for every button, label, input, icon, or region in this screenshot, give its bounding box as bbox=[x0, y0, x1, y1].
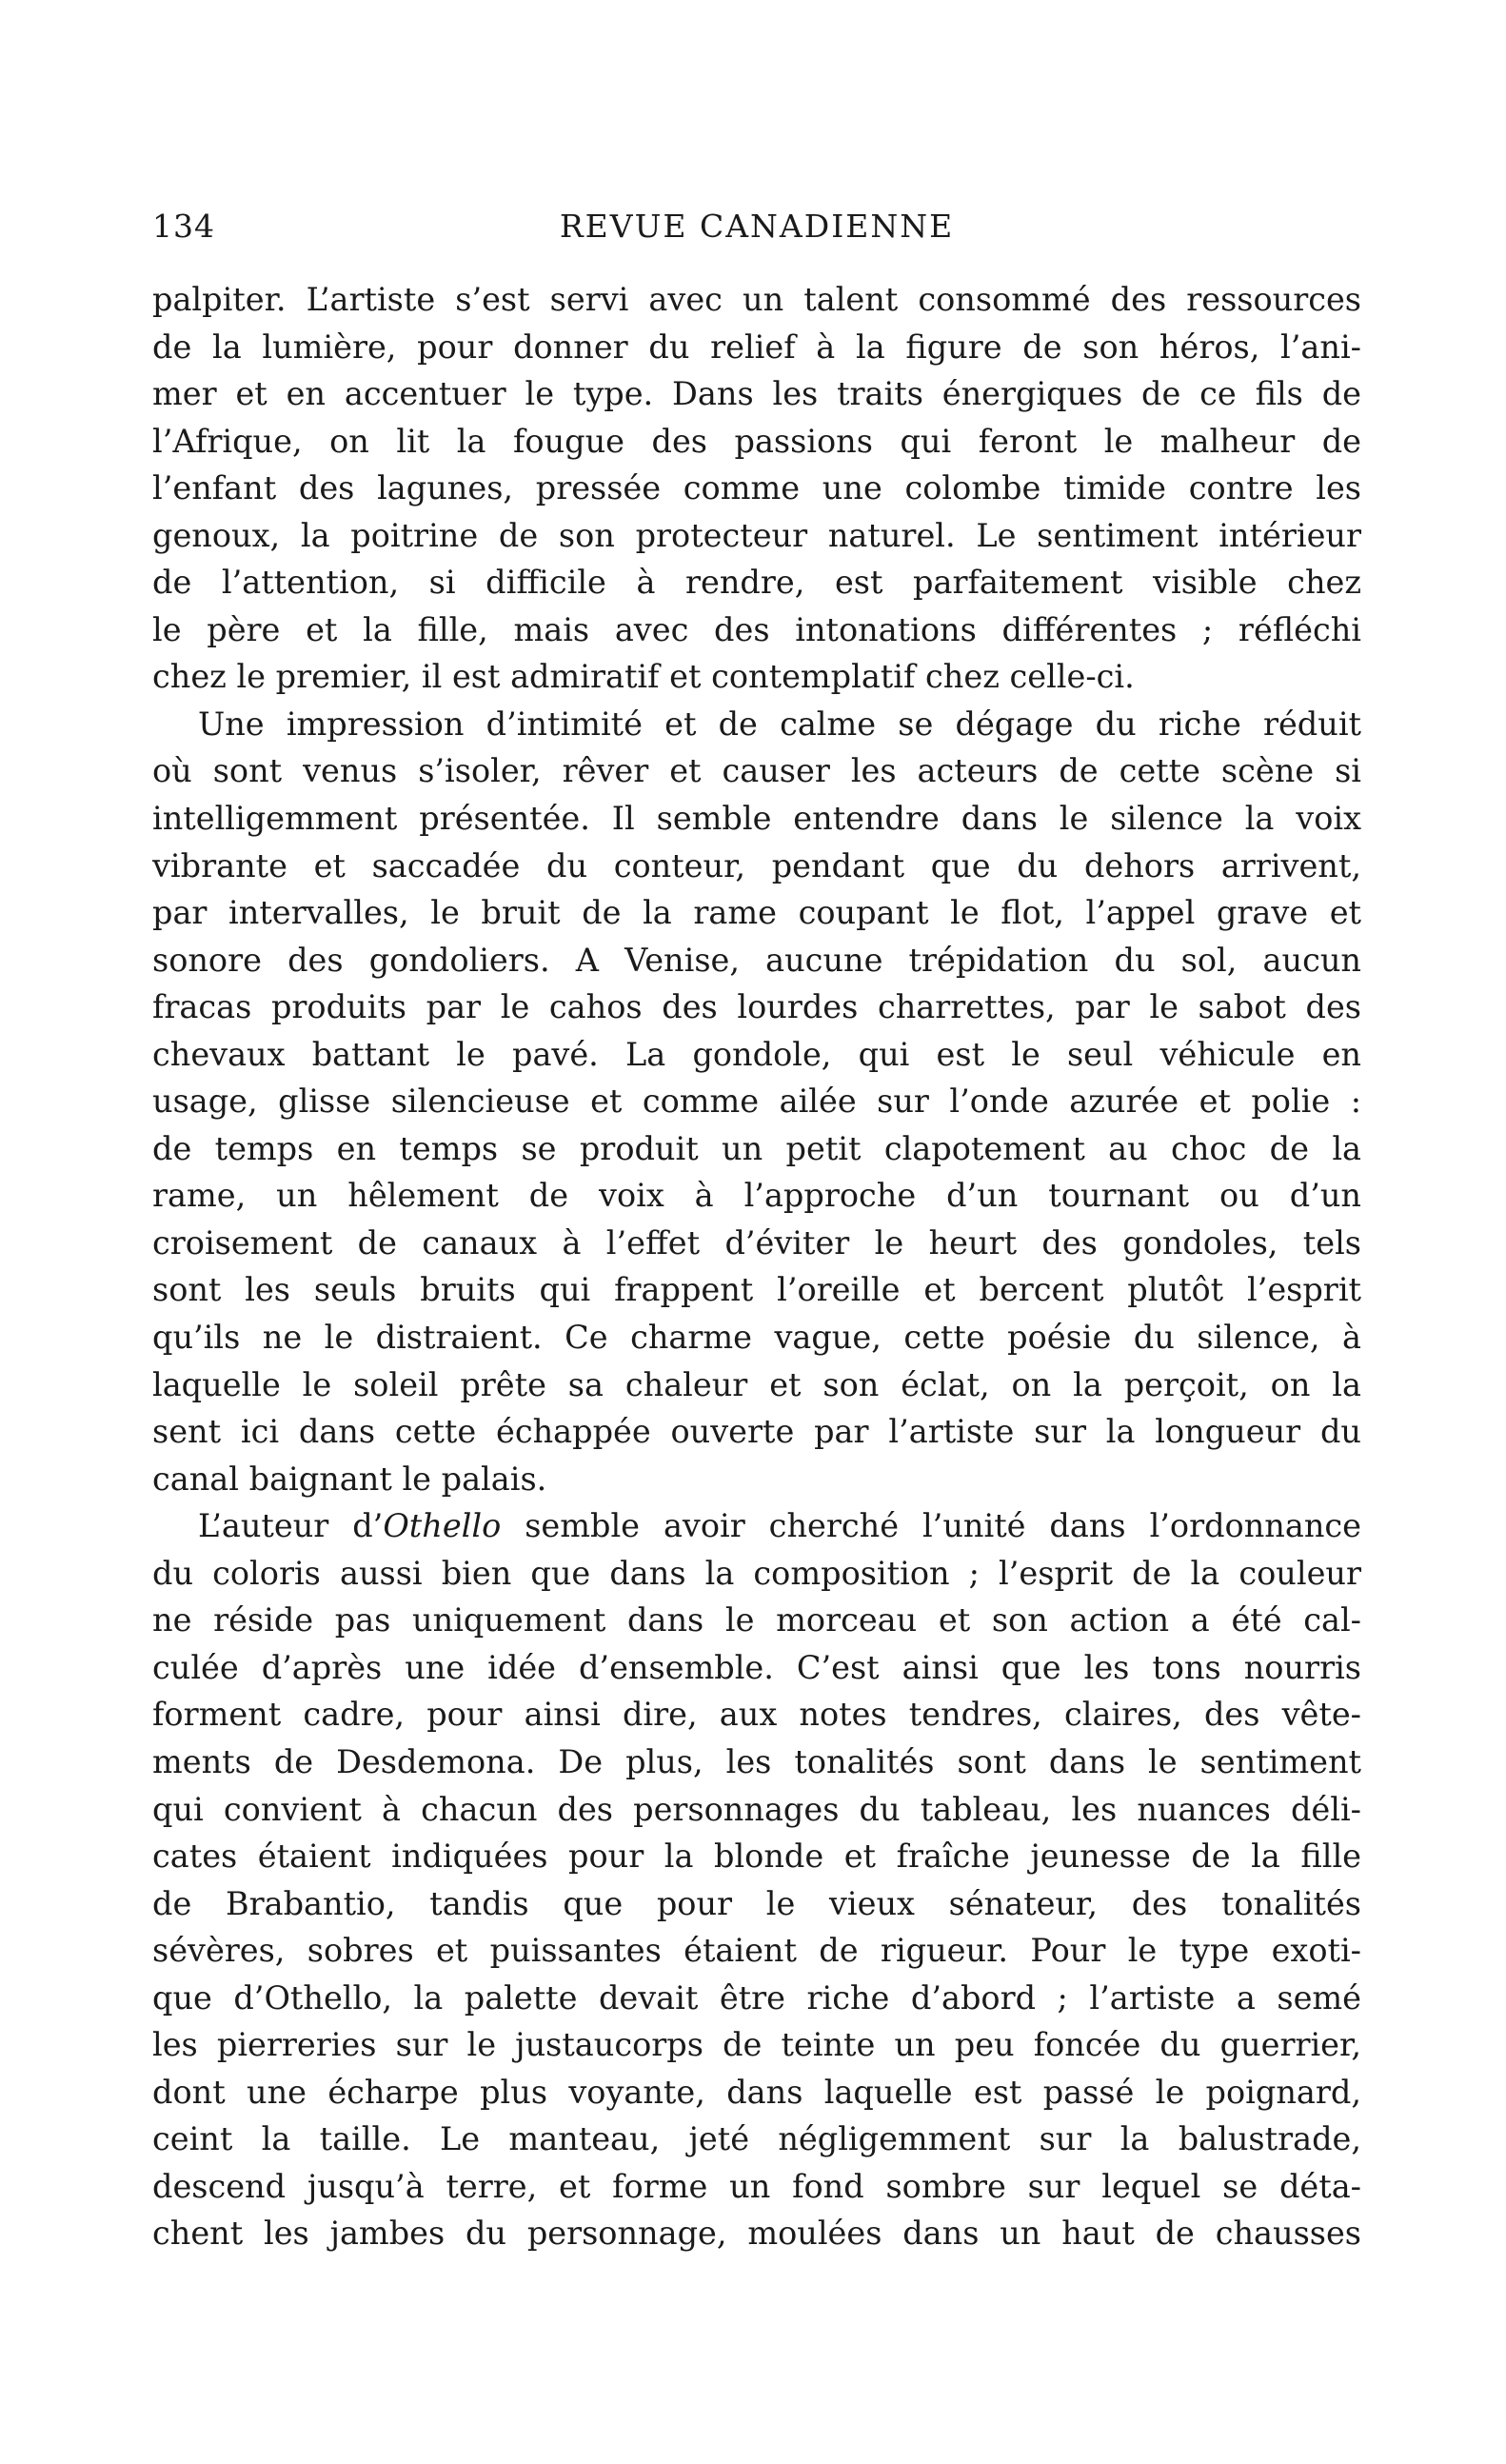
text-line: croisement de canaux à l’effet d’éviter le heurt des gondoles, tels bbox=[152, 1223, 1361, 1262]
text-line: par intervalles, le bruit de la rame coupant le flot, l’appel grave et bbox=[152, 894, 1361, 932]
text-line: de la lumière, pour donner du relief à la figure de son héros, l’ani- bbox=[152, 328, 1361, 366]
text-line: qui convient à chacun des personnages du tableau, les nuances déli- bbox=[152, 1790, 1361, 1828]
text-line: sent ici dans cette échappée ouverte par l’artiste sur la longueur du bbox=[152, 1413, 1361, 1451]
text-line: ne réside pas uniquement dans le morceau et son action a été cal- bbox=[152, 1601, 1361, 1639]
paragraph-3 bbox=[152, 1502, 1361, 2257]
running-title: REVUE CANADIENNE bbox=[559, 208, 955, 245]
text-line: chez le premier, il est admiratif et contemplatif chez celle-ci. bbox=[152, 658, 1135, 696]
page-header bbox=[152, 208, 1361, 265]
text-run: L’auteur d’ bbox=[198, 1507, 384, 1545]
text-line: sévères, sobres et puissantes étaient de rigueur. Pour le type exoti- bbox=[152, 1932, 1361, 1970]
text-line: où sont venus s’isoler, rêver et causer les acteurs de cette scène si bbox=[152, 752, 1361, 790]
text-line: mer et en accentuer le type. Dans les traits énergiques de ce fils de bbox=[152, 375, 1361, 413]
text-line: canal baignant le palais. bbox=[152, 1460, 547, 1498]
text-line: ments de Desdemona. De plus, les tonalités sont dans le sentiment bbox=[152, 1742, 1361, 1780]
text-line: sont les seuls bruits qui frappent l’oreille et bercent plutôt l’esprit bbox=[152, 1271, 1361, 1309]
text-line: rame, un hêlement de voix à l’approche d’un tournant ou d’un bbox=[152, 1177, 1361, 1215]
text-line: sonore des gondoliers. A Venise, aucune trépidation du sol, aucun bbox=[152, 941, 1361, 979]
text-line: usage, glisse silencieuse et comme ailée sur l’onde azurée et polie : bbox=[152, 1083, 1361, 1121]
text-line bbox=[152, 1502, 1361, 1550]
text-run: semble avoir cherché l’unité dans l’ordonnance bbox=[501, 1507, 1361, 1545]
body-text bbox=[152, 276, 1361, 2257]
text-line: forment cadre, pour ainsi dire, aux notes tendres, claires, des vête- bbox=[152, 1696, 1361, 1734]
text-line: descend jusqu’à terre, et forme un fond sombre sur lequel se déta- bbox=[152, 2167, 1361, 2205]
text-line: chevaux battant le pavé. La gondole, qui est le seul véhicule en bbox=[152, 1035, 1361, 1073]
text-line: palpiter. L’artiste s’est servi avec un talent consommé des ressources bbox=[152, 281, 1361, 318]
text-line: l’Afrique, on lit la fougue des passions qui feront le malheur de bbox=[152, 422, 1361, 460]
text-line: genoux, la poitrine de son protecteur naturel. Le sentiment intérieur bbox=[152, 516, 1361, 554]
text-line: ceint la taille. Le manteau, jeté négligemment sur la balustrade, bbox=[152, 2120, 1361, 2158]
text-line: que d’Othello, la palette devait être riche d’abord ; l’artiste a semé bbox=[152, 1978, 1361, 2017]
text-line: dont une écharpe plus voyante, dans laquelle est passé le poignard, bbox=[152, 2073, 1361, 2111]
paragraph-2 bbox=[152, 701, 1361, 1502]
text-line: du coloris aussi bien que dans la composition ; l’esprit de la couleur bbox=[152, 1554, 1361, 1592]
text-line: intelligemment présentée. Il semble entendre dans le silence la voix bbox=[152, 800, 1361, 838]
text-line: l’enfant des lagunes, pressée comme une colombe timide contre les bbox=[152, 469, 1361, 507]
page-number: 134 bbox=[152, 208, 215, 245]
text-line: Une impression d’intimité et de calme se dégage du riche réduit bbox=[198, 705, 1361, 743]
text-line: de temps en temps se produit un petit clapotement au choc de la bbox=[152, 1129, 1361, 1167]
text-line: vibrante et saccadée du conteur, pendant que du dehors arrivent, bbox=[152, 846, 1361, 884]
paragraph-1 bbox=[152, 276, 1361, 701]
work-title: Othello bbox=[383, 1507, 502, 1545]
text-line: laquelle le soleil prête sa chaleur et son éclat, on la perçoit, on la bbox=[152, 1365, 1361, 1403]
text-line: de l’attention, si difficile à rendre, est parfaitement visible chez bbox=[152, 564, 1361, 602]
text-line: les pierreries sur le justaucorps de teinte un peu foncée du guerrier, bbox=[152, 2026, 1361, 2064]
text-line: fracas produits par le cahos des lourdes charrettes, par le sabot des bbox=[152, 988, 1361, 1026]
text-line: qu’ils ne le distraient. Ce charme vague, cette poésie du silence, à bbox=[152, 1319, 1361, 1357]
text-line: le père et la fille, mais avec des intonations différentes ; réfléchi bbox=[152, 610, 1361, 648]
text-line: de Brabantio, tandis que pour le vieux sénateur, des tonalités bbox=[152, 1884, 1361, 1922]
text-line: culée d’après une idée d’ensemble. C’est ainsi que les tons nourris bbox=[152, 1648, 1361, 1686]
text-line: cates étaient indiquées pour la blonde et fraîche jeunesse de la fille bbox=[152, 1838, 1361, 1876]
text-line: chent les jambes du personnage, moulées dans un haut de chausses bbox=[152, 2215, 1361, 2253]
